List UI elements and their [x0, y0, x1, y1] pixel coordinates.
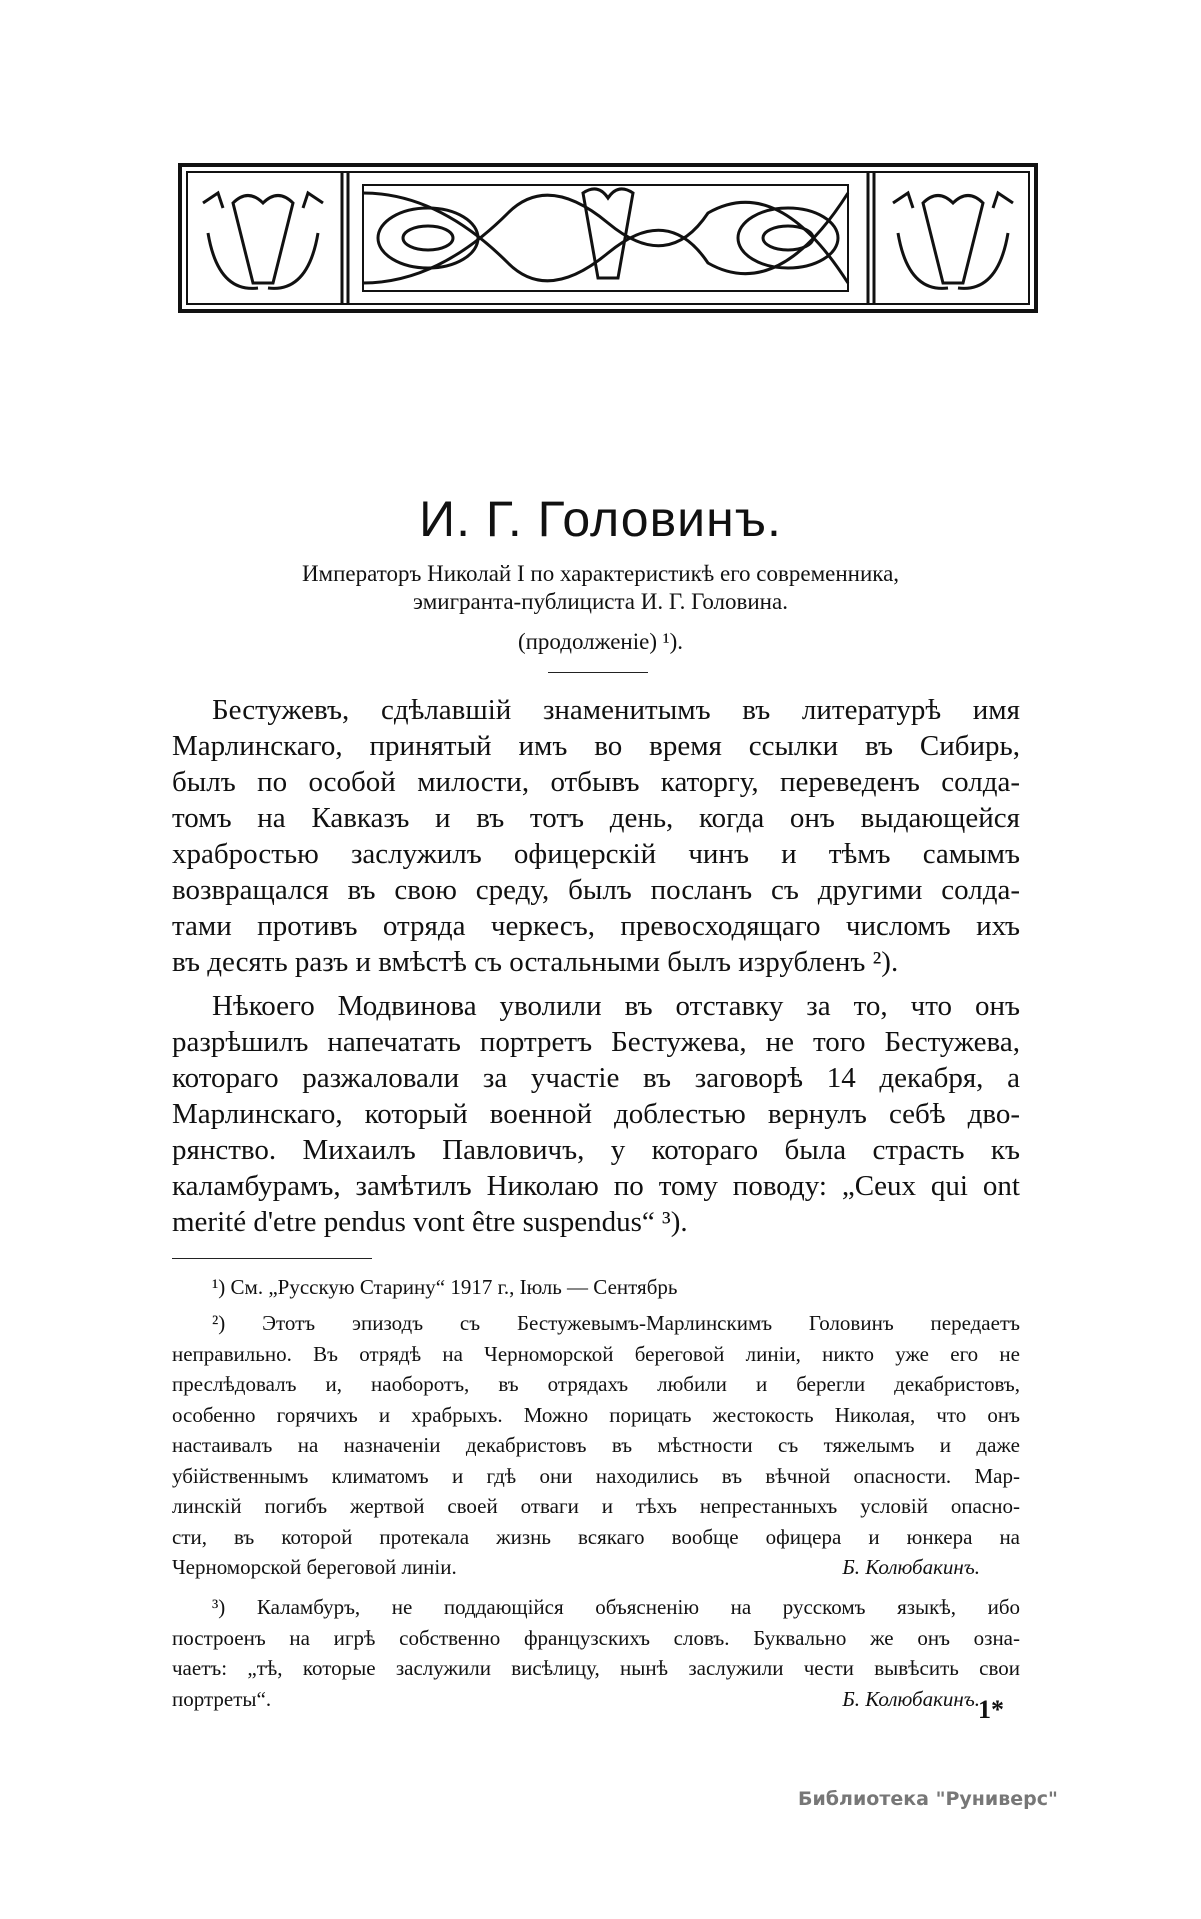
text-line: неправильно. Въ отрядѣ на Черноморской береговой линіи, никто уже его не [172, 1341, 1020, 1366]
text-line: особенно горячихъ и храбрыхъ. Можно порицать жестокость Николая, что онъ [172, 1402, 1020, 1427]
text-line: настаивалъ на назначеніи декабристовъ въ мѣстности съ тяжелымъ и даже [172, 1433, 1020, 1457]
text-line: портреты“. [172, 1686, 272, 1711]
right-palmette-icon [893, 193, 1013, 288]
ornamental-header-band [178, 163, 1038, 313]
text-line: построенъ на игрѣ собственно французскихъ словъ. Буквально же онъ озна- [172, 1625, 1020, 1650]
text-line: томъ на Кавказъ и въ тотъ день, когда онъ выдающейся [172, 802, 1020, 834]
signature: Б. Колюбакинъ. [842, 1686, 980, 1711]
text-line: Черноморской береговой линіи. [172, 1555, 457, 1579]
left-palmette-icon [203, 193, 323, 288]
text-line: сти, въ которой протекала жизнь всякаго вообще офицера и юнкера на [172, 1524, 1020, 1549]
footnote-3 [172, 1592, 1020, 1714]
text-line: котораго разжаловали за участіе въ заговорѣ 14 декабря, а [172, 1062, 1020, 1094]
title-divider [548, 672, 648, 673]
paragraph-1 [172, 692, 1020, 980]
text-line: храбростью заслужилъ офицерскій чинъ и тѣмъ самымъ [172, 838, 1020, 870]
text-line: ¹) См. „Русскую Старину“ 1917 г., Іюль — Сентябрь [212, 1275, 678, 1299]
text-line: Марлинскаго, принятый имъ во время ссылки въ Сибирь, [172, 730, 1020, 762]
text-line: убійственнымъ климатомъ и гдѣ они находились въ вѣчной опасности. Мар- [172, 1463, 1020, 1488]
center-interlace [363, 185, 848, 291]
text-line: линскій погибъ жертвой своей отваги и тѣхъ непрестанныхъ условій опасно- [172, 1494, 1020, 1518]
footnote-1 [172, 1272, 1020, 1303]
text-line: разрѣшилъ напечатать портретъ Бестужева, не того Бестужева, [172, 1026, 1020, 1058]
page-number: 1* [978, 1695, 1004, 1724]
text-line: Марлинскаго, который военной доблестью вернулъ себѣ дво- [172, 1098, 1020, 1130]
text-line: тами противъ отряда черкесъ, превосходящаго числомъ ихъ [172, 910, 1020, 942]
subtitle-line-2: эмигранта-публициста И. Г. Головина. [413, 589, 788, 614]
text-line: Нѣкоего Модвинова уволили въ отставку за то, что онъ [212, 990, 1020, 1022]
text-line: преслѣдовалъ и, наоборотъ, въ отрядахъ любили и берегли декабристовъ, [172, 1372, 1020, 1396]
article-title: И. Г. Головинъ. [419, 491, 782, 547]
paragraph-2 [172, 988, 1020, 1240]
text-line: ²) Этотъ эпизодъ съ Бестужевымъ-Марлинскимъ Головинъ передаетъ [212, 1311, 1020, 1335]
text-line: merité d'etre pendus vont être suspendus“ ³). [172, 1206, 688, 1238]
text-line: былъ по особой милости, отбывъ каторгу, переведенъ солда- [172, 766, 1020, 798]
text-line: рянство. Михаилъ Павловичъ, у котораго была страсть къ [172, 1134, 1020, 1166]
text-line: каламбурамъ, замѣтилъ Николаю по тому поводу: „Ceux qui ont [172, 1170, 1020, 1202]
text-line: въ десять разъ и вмѣстѣ съ остальными былъ изрубленъ ²). [172, 946, 899, 978]
library-watermark: Библиотека "Руниверс" [798, 1788, 1058, 1810]
text-line: возвращался въ свою среду, былъ посланъ съ другими солда- [172, 874, 1020, 906]
continuation-note: (продолженіе) ¹). [517, 629, 684, 654]
subtitle-line-1: Императоръ Николай I по характеристикѣ его современника, [301, 561, 900, 586]
footnote-divider [172, 1258, 372, 1259]
signature: Б. Колюбакинъ. [842, 1555, 980, 1579]
text-line: чаетъ: „тѣ, которые заслужили висѣлицу, нынѣ заслужили чести вывѣсить свои [172, 1656, 1020, 1680]
text-line: ³) Каламбуръ, не поддающійся объясненію на русскомъ языкѣ, ибо [212, 1595, 1020, 1619]
text-line: Бестужевъ, сдѣлавшій знаменитымъ въ литературѣ имя [212, 694, 1020, 726]
footnote-2 [172, 1308, 1020, 1583]
